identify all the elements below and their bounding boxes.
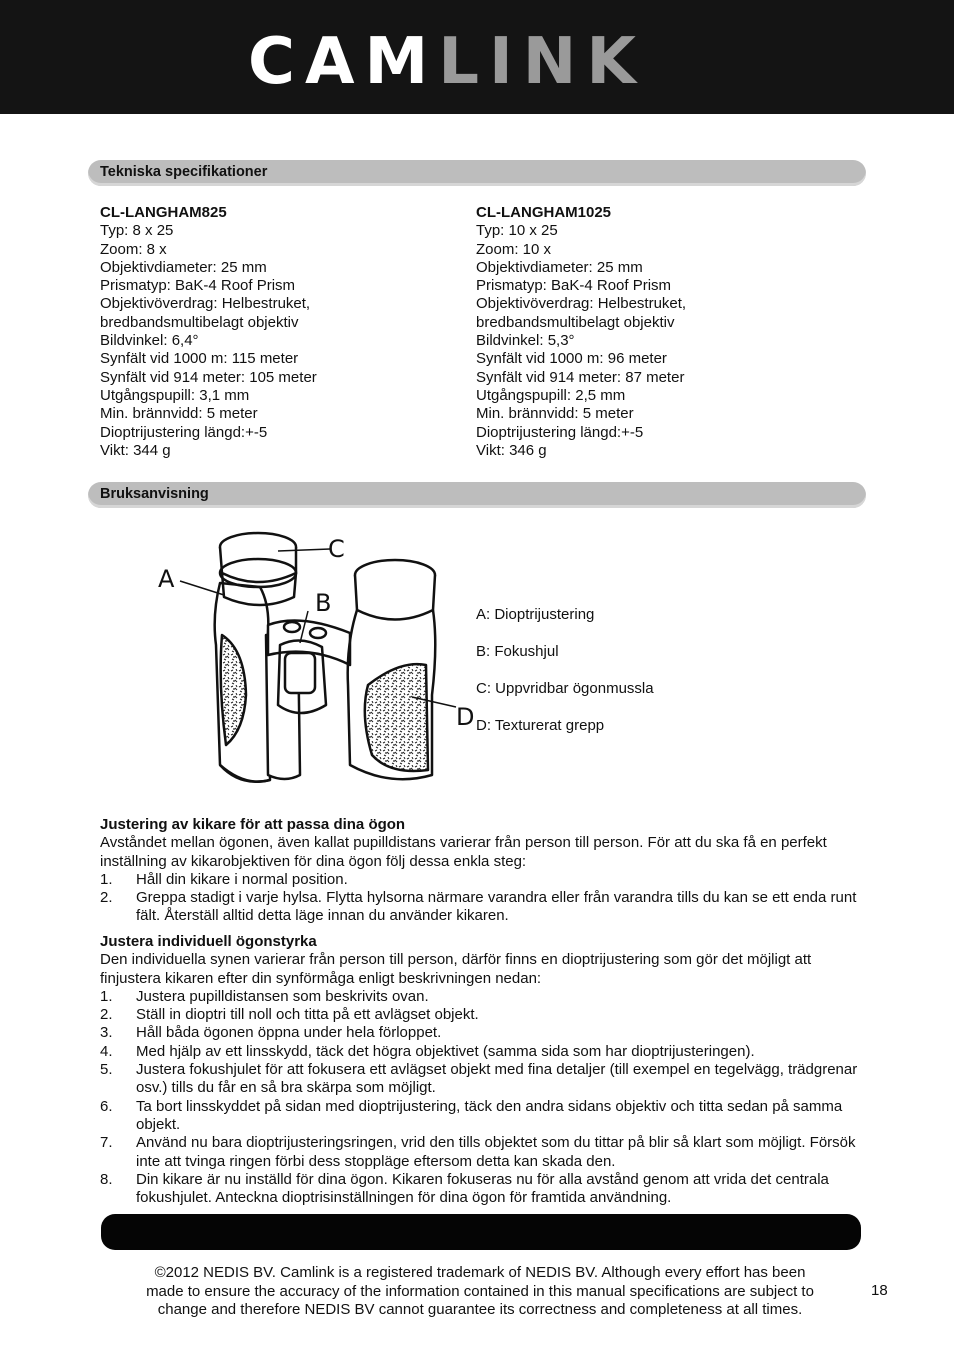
step-number: 6.: [100, 1097, 113, 1115]
pupil-adjust-heading: Justering av kikare för att passa dina ögon: [100, 816, 406, 833]
usage-section-title: Bruksanvisning: [100, 486, 209, 502]
step-text: Ta bort linsskyddet på sidan med dioptrijustering, täck den andra sidans objektiv och titta sedan på samma objekt.: [136, 1097, 843, 1133]
spec-line: Zoom: 8 x: [100, 240, 167, 258]
step-text: Din kikare är nu inställd för dina ögon. Kikaren fokuseras nu för alla avstånd genom att vrida det centrala fokushjulet. Anteckna dioptrisinställningen för dina ögon för framtida användning.: [136, 1170, 829, 1207]
legend-item: D: Texturerat grepp: [476, 717, 605, 734]
list-item: [100, 1043, 860, 1061]
step-number: 1.: [100, 870, 113, 888]
spec-line: Min. brännvidd: 5 meter: [476, 405, 634, 423]
spec-line: Typ: 8 x 25: [100, 222, 174, 240]
step-text: Använd nu bara dioptrijusteringsringen, vrid den tills objektet som du tittar på blir så klart som möjligt. Försök inte att tvinga ringen förbi dess stoppläge eftersom detta kan skada den.: [136, 1134, 856, 1170]
footer-line: change and therefore NEDIS BV cannot guarantee its correctness and completeness at all times.: [157, 1301, 803, 1318]
list-item: [100, 1134, 860, 1171]
list-item: [100, 1098, 860, 1135]
step-text: Ställ in dioptri till noll och titta på ett avlägset objekt.: [136, 1006, 479, 1024]
step-text: Justera fokushjulet för att fokusera ett avlägset objekt med fina detaljer (till exempel en tegelvägg, trädgrenar osv.) tills du får en så bra skärpa som möjligt.: [136, 1061, 858, 1097]
logo-link: LINK: [438, 25, 646, 99]
list-item: [100, 1024, 860, 1042]
spec-line: Objektivdiameter: 25 mm: [476, 258, 643, 276]
step-text: Justera pupilldistansen som beskrivits ovan.: [136, 987, 429, 1005]
footer-copyright: [110, 1264, 850, 1320]
usage-section-bar: [88, 482, 866, 508]
diopter-adjust-steps: [100, 988, 860, 1208]
list-item: [100, 1006, 860, 1024]
diopter-adjust-intro: Den individuella synen varierar från person till person, därför finns en dioptrijustering som gör det möjligt att finjustera kikaren efter din synförmåga enligt beskrivningen nedan:: [100, 951, 812, 987]
pupil-adjust-section: [100, 816, 860, 926]
spec-line: Objektivöverdrag: Helbestruket,: [476, 295, 687, 313]
spec-line: Prismatyp: BaK-4 Roof Prism: [476, 277, 672, 295]
spec-line: bredbandsmultibelagt objektiv: [100, 313, 299, 331]
header-bar: [0, 0, 954, 114]
specs-left-column: [100, 204, 317, 460]
specs-section-title: Tekniska specifikationer: [100, 164, 268, 180]
diopter-adjust-section: [100, 933, 860, 1207]
step-text: Håll båda ögonen öppna under hela förloppet.: [136, 1024, 442, 1042]
step-number: 4.: [100, 1042, 113, 1060]
legend-item: C: Uppvridbar ögonmussla: [476, 680, 654, 697]
step-text: Håll din kikare i normal position.: [136, 870, 348, 888]
spec-line: Objektivdiameter: 25 mm: [100, 258, 267, 276]
diopter-adjust-heading: Justera individuell ögonstyrka: [100, 933, 317, 950]
step-number: 5.: [100, 1061, 113, 1079]
spec-line: Vikt: 346 g: [476, 441, 547, 459]
diagram-letter-c: C: [328, 535, 345, 563]
footer-line: made to ensure the accuracy of the information contained in this manual specifications are subject to: [146, 1282, 814, 1300]
pupil-adjust-steps: [100, 871, 860, 926]
spec-line: Utgångspupill: 3,1 mm: [100, 386, 250, 404]
step-number: 8.: [100, 1170, 113, 1188]
list-item: [100, 889, 860, 926]
step-number: 7.: [100, 1134, 113, 1152]
footer-line: ©2012 NEDIS BV. Camlink is a registered trademark of NEDIS BV. Although every effort has been: [154, 1264, 806, 1281]
diagram-letter-b: B: [315, 589, 332, 617]
spec-line: Bildvinkel: 5,3°: [476, 332, 575, 350]
legend-item: A: Dioptrijustering: [476, 606, 595, 623]
spec-line: Typ: 10 x 25: [476, 222, 558, 240]
pupil-adjust-intro: Avståndet mellan ögonen, även kallat pupilldistans varierar från person till person. För att du ska få en perfekt inställning av kikarobjektiven för dina ögon följ dessa enkla steg:: [100, 834, 827, 870]
camlink-logo: [248, 26, 646, 98]
step-number: 2.: [100, 1006, 113, 1024]
spec-line: Bildvinkel: 6,4°: [100, 332, 199, 350]
binoculars-illustration: [150, 525, 475, 817]
list-item: [100, 1171, 860, 1208]
specs-right-column: [476, 204, 686, 460]
specs-section-bar: [88, 160, 866, 186]
model-name-left: CL-LANGHAM825: [100, 204, 227, 221]
list-item: [100, 988, 860, 1006]
spec-line: Dioptrijustering längd:+-5: [100, 423, 268, 441]
step-text: Greppa stadigt i varje hylsa. Flytta hylsorna närmare varandra eller från varandra tills du kan se ett enda runt fält. Återställ alltid detta läge innan du använder kikaren.: [136, 889, 857, 925]
step-number: 1.: [100, 987, 113, 1005]
page-number: 18: [871, 1282, 888, 1299]
diagram-legend: [476, 606, 654, 754]
spec-line: Synfält vid 1000 m: 96 meter: [476, 350, 667, 368]
spec-line: Synfält vid 1000 m: 115 meter: [100, 350, 299, 368]
spec-line: Synfält vid 914 meter: 87 meter: [476, 368, 685, 386]
spec-line: Objektivöverdrag: Helbestruket,: [100, 295, 311, 313]
legend-item: B: Fokushjul: [476, 643, 559, 660]
diagram-letter-d: D: [456, 703, 475, 731]
spec-line: Utgångspupill: 2,5 mm: [476, 386, 626, 404]
list-item: [100, 1061, 860, 1098]
spec-line: bredbandsmultibelagt objektiv: [476, 313, 675, 331]
logo-cam: CAM: [248, 25, 439, 99]
list-item: [100, 871, 860, 889]
spec-line: Min. brännvidd: 5 meter: [100, 405, 258, 423]
spec-line: Zoom: 10 x: [476, 240, 552, 258]
diagram-letter-a: A: [158, 565, 175, 593]
step-text: Med hjälp av ett linsskydd, täck det högra objektivet (samma sida som har dioptrijusteringen).: [136, 1042, 755, 1060]
model-name-right: CL-LANGHAM1025: [476, 204, 612, 221]
spec-line: Dioptrijustering längd:+-5: [476, 423, 644, 441]
footer-bar: [101, 1214, 861, 1250]
step-number: 2.: [100, 889, 113, 907]
spec-line: Prismatyp: BaK-4 Roof Prism: [100, 277, 296, 295]
spec-line: Vikt: 344 g: [100, 441, 171, 459]
spec-line: Synfält vid 914 meter: 105 meter: [100, 368, 317, 386]
step-number: 3.: [100, 1024, 113, 1042]
